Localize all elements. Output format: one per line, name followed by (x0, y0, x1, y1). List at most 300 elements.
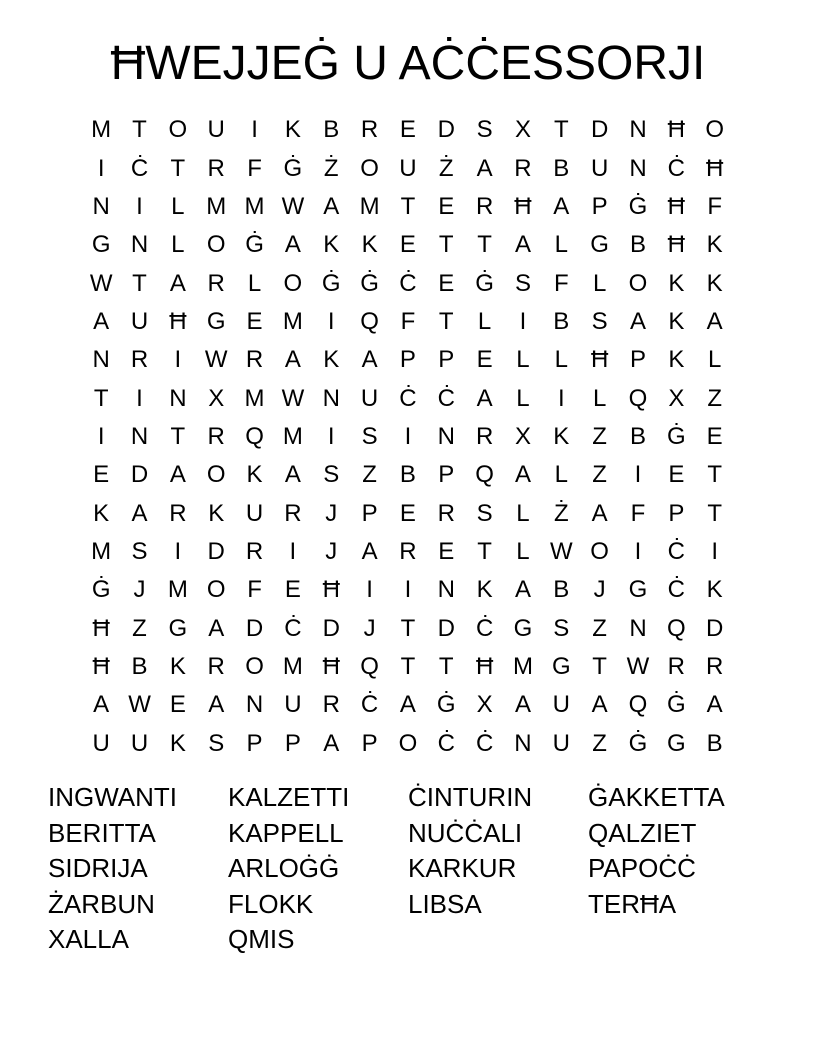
grid-cell: Ċ (667, 154, 685, 182)
grid-cell: A (284, 461, 301, 489)
grid-cell: Ħ (322, 652, 340, 680)
grid-cell: P (284, 729, 301, 757)
grid-cell: G (666, 729, 686, 757)
grid-row (82, 188, 734, 226)
grid-cell: O (283, 269, 303, 297)
grid-cell: W (281, 192, 305, 220)
grid-cell: M (244, 384, 265, 412)
grid-cell: R (207, 422, 225, 450)
grid-cell: G (168, 614, 188, 642)
grid-cell: A (591, 691, 608, 719)
grid-cell: B (399, 461, 416, 489)
grid-cell: B (553, 154, 570, 182)
grid-cell: I (327, 422, 335, 450)
word-list-item: ĠAKKETTA (588, 782, 725, 812)
grid-cell: Q (245, 422, 264, 450)
grid-cell: E (476, 346, 493, 374)
grid-cell: K (169, 652, 186, 680)
grid-cell: Ħ (706, 154, 724, 182)
grid-cell: O (360, 154, 379, 182)
grid-cell: M (244, 192, 265, 220)
grid-cell: P (361, 499, 378, 527)
grid-cell: E (93, 461, 110, 489)
grid-cell: Ż (553, 499, 569, 527)
grid-cell: I (557, 384, 565, 412)
grid-cell: A (514, 461, 531, 489)
grid-cell: P (361, 729, 378, 757)
grid-cell: E (399, 231, 416, 259)
grid-cell: D (437, 614, 455, 642)
grid-cell: A (514, 231, 531, 259)
grid-cell: K (706, 269, 723, 297)
grid-cell: U (399, 154, 417, 182)
grid-cell: J (593, 576, 606, 604)
grid-cell: Ċ (475, 729, 494, 757)
grid-row (82, 149, 734, 187)
grid-cell: U (245, 499, 264, 527)
grid-cell: G (551, 652, 571, 680)
grid-cell: Q (628, 691, 648, 719)
grid-cell: L (554, 231, 568, 259)
grid-cell: W (281, 384, 305, 412)
grid-cell: P (629, 346, 646, 374)
grid-cell: U (552, 729, 570, 757)
grid-cell: A (208, 691, 225, 719)
grid-cell: A (629, 307, 646, 335)
grid-cell: T (707, 499, 722, 527)
grid-cell: R (207, 154, 225, 182)
grid-cell: S (476, 499, 493, 527)
grid-cell: G (91, 231, 111, 259)
grid-cell: A (514, 576, 531, 604)
grid-row (82, 494, 734, 532)
grid-row (82, 571, 734, 609)
grid-cell: Ġ (321, 269, 341, 297)
grid-cell: F (247, 576, 262, 604)
grid-cell: Q (360, 307, 379, 335)
grid-cell: N (130, 231, 149, 259)
grid-cell: J (133, 576, 146, 604)
grid-row (82, 226, 734, 264)
grid-cell: S (476, 116, 493, 144)
grid-cell: D (590, 116, 609, 144)
grid-cell: E (169, 691, 186, 719)
grid-cell: T (438, 652, 454, 680)
grid-cell: I (97, 154, 105, 182)
grid-cell: L (516, 346, 530, 374)
word-list-item: LIBSA (408, 888, 482, 919)
grid-cell: A (476, 384, 493, 412)
grid-cell: A (93, 307, 110, 335)
word-list-item: QMIS (228, 924, 295, 954)
grid-row (82, 341, 734, 379)
grid-cell: F (553, 269, 569, 297)
grid-cell: R (207, 652, 225, 680)
grid-cell: L (171, 192, 185, 220)
grid-cell: A (706, 691, 723, 719)
grid-cell: Ċ (399, 384, 417, 412)
grid-cell: A (93, 691, 110, 719)
grid-cell: T (93, 384, 109, 412)
grid-cell: U (552, 691, 570, 719)
grid-row (82, 111, 734, 149)
word-list-item: KARKUR (408, 853, 517, 883)
grid-cell: Ċ (130, 154, 149, 182)
grid-cell: I (136, 384, 143, 412)
grid-cell: I (404, 422, 412, 450)
word-list-item: ĊINTURIN (408, 782, 533, 812)
grid-row (82, 379, 734, 417)
grid-cell: S (131, 537, 148, 565)
grid-cell: Ħ (590, 346, 609, 374)
grid-cell: N (245, 691, 264, 719)
grid-cell: Ħ (322, 576, 340, 604)
grid-cell: K (246, 461, 263, 489)
grid-cell: K (706, 231, 723, 259)
grid-cell: M (91, 537, 112, 565)
grid-cell: Ċ (667, 537, 685, 565)
grid-cell: M (282, 422, 303, 450)
grid-cell: R (169, 499, 187, 527)
grid-cell: K (284, 116, 301, 144)
grid-cell: K (323, 346, 340, 374)
grid-cell: U (130, 729, 149, 757)
grid-cell: M (282, 652, 303, 680)
grid-cell: N (514, 729, 532, 757)
grid-cell: T (132, 116, 147, 144)
grid-cell: F (630, 499, 646, 527)
grid-cell: K (93, 499, 110, 527)
grid-cell: B (323, 116, 340, 144)
grid-cell: K (668, 307, 685, 335)
grid-cell: R (667, 652, 685, 680)
grid-cell: N (437, 422, 455, 450)
grid-cell: Ġ (628, 729, 648, 757)
grid-cell: G (513, 614, 533, 642)
grid-cell: N (130, 422, 149, 450)
grid-cell: W (549, 537, 573, 565)
grid-cell: T (132, 269, 147, 297)
grid-cell: U (207, 116, 225, 144)
grid-cell: O (398, 729, 418, 757)
grid-cell: R (437, 499, 455, 527)
grid-cell: K (476, 576, 493, 604)
grid-cell: T (477, 537, 492, 565)
grid-cell: P (246, 729, 263, 757)
grid-cell: P (438, 346, 455, 374)
grid-cell: G (590, 231, 609, 259)
grid-cell: L (477, 307, 492, 335)
word-list-item: ARLOĠĠ (228, 853, 340, 883)
grid-cell: Q (475, 461, 494, 489)
grid-cell: K (668, 346, 685, 374)
grid-cell: E (438, 192, 455, 220)
grid-row (82, 725, 734, 763)
grid-cell: U (284, 691, 302, 719)
grid-cell: L (592, 269, 607, 297)
grid-cell: B (706, 729, 723, 757)
grid-cell: Ġ (245, 231, 264, 259)
grid-cell: O (590, 537, 609, 565)
grid-cell: Ċ (360, 691, 379, 719)
grid-cell: N (92, 192, 110, 220)
grid-cell: N (322, 384, 340, 412)
puzzle-title: ĦWEJJEĠ U AĊĊESSORJI (110, 37, 706, 90)
grid-cell: I (174, 346, 182, 374)
word-list-item: BERITTA (48, 817, 156, 848)
grid-cell: M (512, 652, 533, 680)
grid-cell: R (475, 422, 494, 450)
grid-cell: M (167, 576, 188, 604)
grid-cell: Ż (323, 154, 339, 182)
grid-cell: A (323, 192, 340, 220)
grid-cell: Ħ (92, 652, 110, 680)
grid-cell: A (208, 614, 225, 642)
grid-cell: U (92, 729, 110, 757)
grid-cell: X (668, 384, 685, 412)
grid-cell: E (399, 116, 416, 144)
grid-cell: E (438, 537, 455, 565)
grid-cell: E (668, 461, 685, 489)
grid-row (82, 456, 734, 494)
grid-cell: S (208, 729, 225, 757)
grid-cell: T (400, 614, 416, 642)
grid-cell: D (130, 461, 149, 489)
grid-cell: Ċ (667, 576, 685, 604)
grid-cell: A (284, 231, 301, 259)
word-list-item: TERĦA (588, 888, 677, 919)
grid-cell: R (399, 537, 417, 565)
grid-cell: I (519, 307, 527, 335)
grid-cell: Z (592, 461, 607, 489)
grid-cell: F (247, 154, 262, 182)
grid-cell: D (706, 614, 724, 642)
grid-cell: Ġ (666, 691, 686, 719)
grid-cell: S (514, 269, 531, 297)
grid-cell: M (282, 307, 303, 335)
grid-cell: A (514, 691, 531, 719)
grid-cell: U (590, 154, 609, 182)
grid-cell: L (516, 499, 530, 527)
grid-cell: K (553, 422, 570, 450)
grid-cell: T (477, 231, 492, 259)
grid-cell: A (361, 537, 378, 565)
grid-cell: M (206, 192, 227, 220)
word-list-item: QALZIET (588, 817, 697, 848)
grid-cell: I (327, 307, 335, 335)
grid-cell: P (668, 499, 685, 527)
grid-cell: O (705, 116, 724, 144)
grid-cell: U (360, 384, 379, 412)
word-list-item: KAPPELL (228, 817, 344, 848)
grid-cell: Q (628, 384, 648, 412)
grid-cell: Z (362, 461, 377, 489)
grid-cell: T (438, 231, 454, 259)
grid-cell: I (634, 461, 642, 489)
grid-cell: L (247, 269, 262, 297)
grid-cell: I (634, 537, 642, 565)
grid-cell: Ġ (360, 269, 379, 297)
grid-cell: I (136, 192, 143, 220)
grid-cell: Z (592, 422, 607, 450)
grid-cell: B (131, 652, 148, 680)
grid-cell: Z (132, 614, 147, 642)
grid-cell: Ż (438, 154, 454, 182)
grid-cell: K (668, 269, 685, 297)
grid-cell: R (322, 691, 340, 719)
grid-cell: W (626, 652, 650, 680)
word-list-item: SIDRIJA (48, 853, 148, 883)
grid-cell: J (325, 537, 338, 565)
grid-cell: Ħ (475, 652, 494, 680)
grid-cell: X (476, 691, 493, 719)
word-list-item: FLOKK (228, 888, 314, 919)
grid-cell: Ċ (437, 729, 455, 757)
grid-cell: I (366, 576, 373, 604)
grid-cell: M (91, 116, 112, 144)
grid-cell: N (169, 384, 187, 412)
grid-cell: A (399, 691, 416, 719)
grid-row (82, 303, 734, 341)
grid-cell: R (475, 192, 494, 220)
grid-cell: I (289, 537, 297, 565)
grid-cell: Ħ (667, 231, 685, 259)
grid-cell: Ċ (284, 614, 302, 642)
letter-grid (82, 111, 734, 763)
grid-cell: L (554, 346, 568, 374)
grid-cell: E (399, 499, 416, 527)
grid-cell: N (92, 346, 110, 374)
grid-cell: G (628, 576, 648, 604)
grid-cell: N (629, 614, 647, 642)
grid-cell: B (553, 307, 570, 335)
grid-cell: O (628, 269, 648, 297)
grid-cell: L (516, 384, 530, 412)
word-list-item: KALZETTI (228, 782, 350, 812)
grid-cell: T (400, 652, 416, 680)
grid-cell: N (437, 576, 455, 604)
grid-cell: D (322, 614, 340, 642)
grid-cell: R (360, 116, 379, 144)
grid-cell: L (592, 384, 607, 412)
grid-cell: B (553, 576, 570, 604)
grid-cell: K (169, 729, 186, 757)
grid-cell: X (208, 384, 225, 412)
grid-cell: O (206, 461, 226, 489)
grid-cell: Ġ (475, 269, 494, 297)
grid-cell: I (404, 576, 412, 604)
grid-cell: F (707, 192, 722, 220)
grid-cell: Q (360, 652, 379, 680)
grid-cell: K (323, 231, 340, 259)
grid-cell: P (399, 346, 416, 374)
grid-cell: R (706, 652, 724, 680)
grid-cell: Ħ (667, 116, 685, 144)
grid-cell: W (89, 269, 113, 297)
word-list-item: ŻARBUN (48, 888, 155, 919)
grid-cell: X (514, 116, 531, 144)
grid-cell: Ċ (437, 384, 455, 412)
grid-cell: I (711, 537, 718, 565)
grid-cell: R (245, 537, 264, 565)
grid-cell: B (629, 422, 646, 450)
grid-cell: T (400, 192, 416, 220)
grid-cell: I (251, 116, 258, 144)
grid-cell: Ħ (514, 192, 532, 220)
grid-cell: Z (592, 614, 607, 642)
grid-cell: L (516, 537, 530, 565)
grid-cell: T (592, 652, 607, 680)
grid-cell: A (169, 461, 186, 489)
grid-row (82, 264, 734, 302)
grid-cell: J (363, 614, 376, 642)
grid-cell: O (245, 652, 264, 680)
grid-cell: L (707, 346, 722, 374)
grid-cell: I (97, 422, 105, 450)
grid-cell: T (170, 422, 186, 450)
grid-cell: Ġ (666, 422, 686, 450)
grid-cell: G (206, 307, 226, 335)
grid-cell: R (130, 346, 149, 374)
grid-cell: A (361, 346, 378, 374)
grid-cell: A (706, 307, 723, 335)
grid-cell: T (170, 154, 186, 182)
grid-cell: Ġ (91, 576, 111, 604)
grid-cell: W (204, 346, 228, 374)
grid-cell: U (130, 307, 149, 335)
grid-cell: Ġ (628, 192, 648, 220)
word-list-item: INGWANTI (48, 782, 178, 812)
grid-cell: R (284, 499, 302, 527)
grid-cell: K (706, 576, 723, 604)
grid-row (82, 686, 734, 724)
grid-cell: A (553, 192, 570, 220)
grid-cell: S (361, 422, 378, 450)
grid-cell: D (207, 537, 225, 565)
grid-cell: N (629, 116, 647, 144)
word-list-item: XALLA (48, 924, 129, 954)
grid-cell: O (206, 576, 226, 604)
grid-cell: Ħ (667, 192, 685, 220)
grid-cell: E (438, 269, 455, 297)
grid-cell: L (171, 231, 185, 259)
grid-cell: I (174, 537, 182, 565)
word-list-item: NUĊĊALI (408, 817, 523, 848)
grid-cell: S (553, 614, 570, 642)
grid-cell: M (359, 192, 380, 220)
grid-row (82, 648, 734, 686)
grid-cell: R (245, 346, 264, 374)
word-list (48, 780, 768, 958)
grid-cell: R (514, 154, 532, 182)
grid-cell: Ċ (399, 269, 417, 297)
grid-cell: O (168, 116, 188, 144)
grid-cell: F (400, 307, 416, 335)
grid-cell: B (629, 231, 646, 259)
grid-cell: P (591, 192, 608, 220)
grid-cell: A (169, 269, 186, 297)
grid-cell: A (131, 499, 148, 527)
grid-cell: A (591, 499, 608, 527)
grid-cell: P (438, 461, 455, 489)
grid-cell: J (325, 499, 338, 527)
grid-cell: S (323, 461, 340, 489)
grid-cell: A (284, 346, 301, 374)
grid-cell: Q (666, 614, 686, 642)
grid-cell: E (706, 422, 723, 450)
grid-cell: T (438, 307, 454, 335)
grid-cell: K (361, 231, 378, 259)
